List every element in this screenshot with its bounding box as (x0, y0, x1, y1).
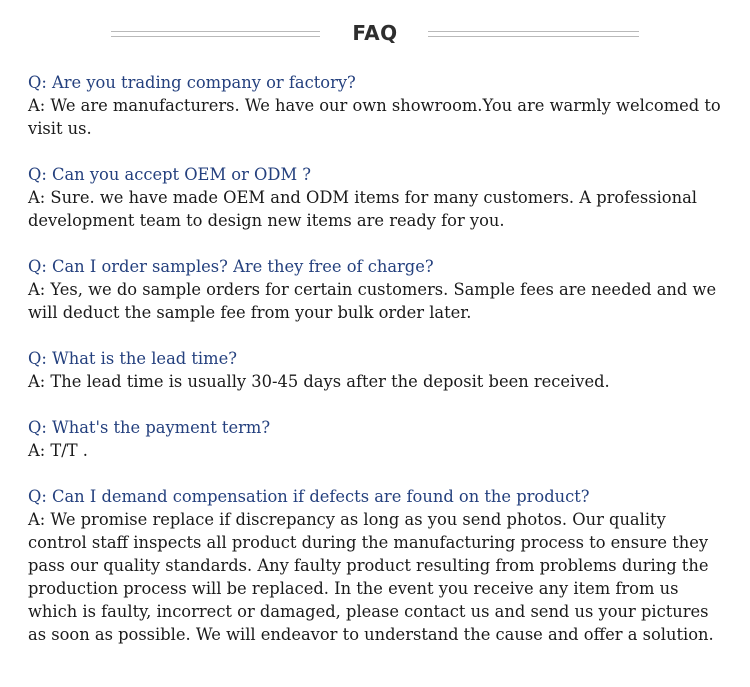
faq-question: Q: Can I order samples? Are they free of charge? (28, 257, 434, 276)
faq-question: Q: Are you trading company or factory? (28, 73, 356, 92)
faq-question: Q: Can you accept OEM or ODM ? (28, 165, 312, 184)
faq-item-trading-or-factory (28, 71, 728, 140)
faq-answer: A: Sure. we have made OEM and ODM items for many customers. A professional development team to design new items are ready for you. (28, 188, 698, 230)
faq-answer: A: T/T . (28, 441, 88, 460)
right-divider (428, 31, 639, 37)
faq-answer: A: The lead time is usually 30-45 days after the deposit been received. (28, 372, 610, 391)
faq-answer: A: We are manufacturers. We have our own showroom.You are warmly welcomed to visit us. (28, 96, 721, 138)
faq-item-payment-term (28, 416, 728, 462)
faq-item-oem-odm (28, 163, 728, 232)
faq-header (0, 18, 750, 48)
faq-answer: A: We promise replace if discrepancy as long as you send photos. Our quality control staff inspects all product during the manufacturing process to ensure they pass our quality standards. Any faulty product resulting from problems during the production process will be replaced. In the event you receive any item from us which is faulty, incorrect or damaged, please contact us and send us your pictures as soon as possible. We will endeavor to understand the cause and offer a solution. (28, 510, 714, 644)
faq-item-lead-time (28, 347, 728, 393)
page-title: FAQ (352, 21, 398, 45)
faq-question: Q: What is the lead time? (28, 349, 237, 368)
faq-question: Q: Can I demand compensation if defects are found on the product? (28, 487, 590, 506)
faq-item-compensation (28, 485, 728, 646)
faq-question: Q: What's the payment term? (28, 418, 271, 437)
faq-answer: A: Yes, we do sample orders for certain customers. Sample fees are needed and we will deduct the sample fee from your bulk order later. (28, 280, 717, 322)
faq-list (28, 71, 728, 669)
faq-item-samples (28, 255, 728, 324)
